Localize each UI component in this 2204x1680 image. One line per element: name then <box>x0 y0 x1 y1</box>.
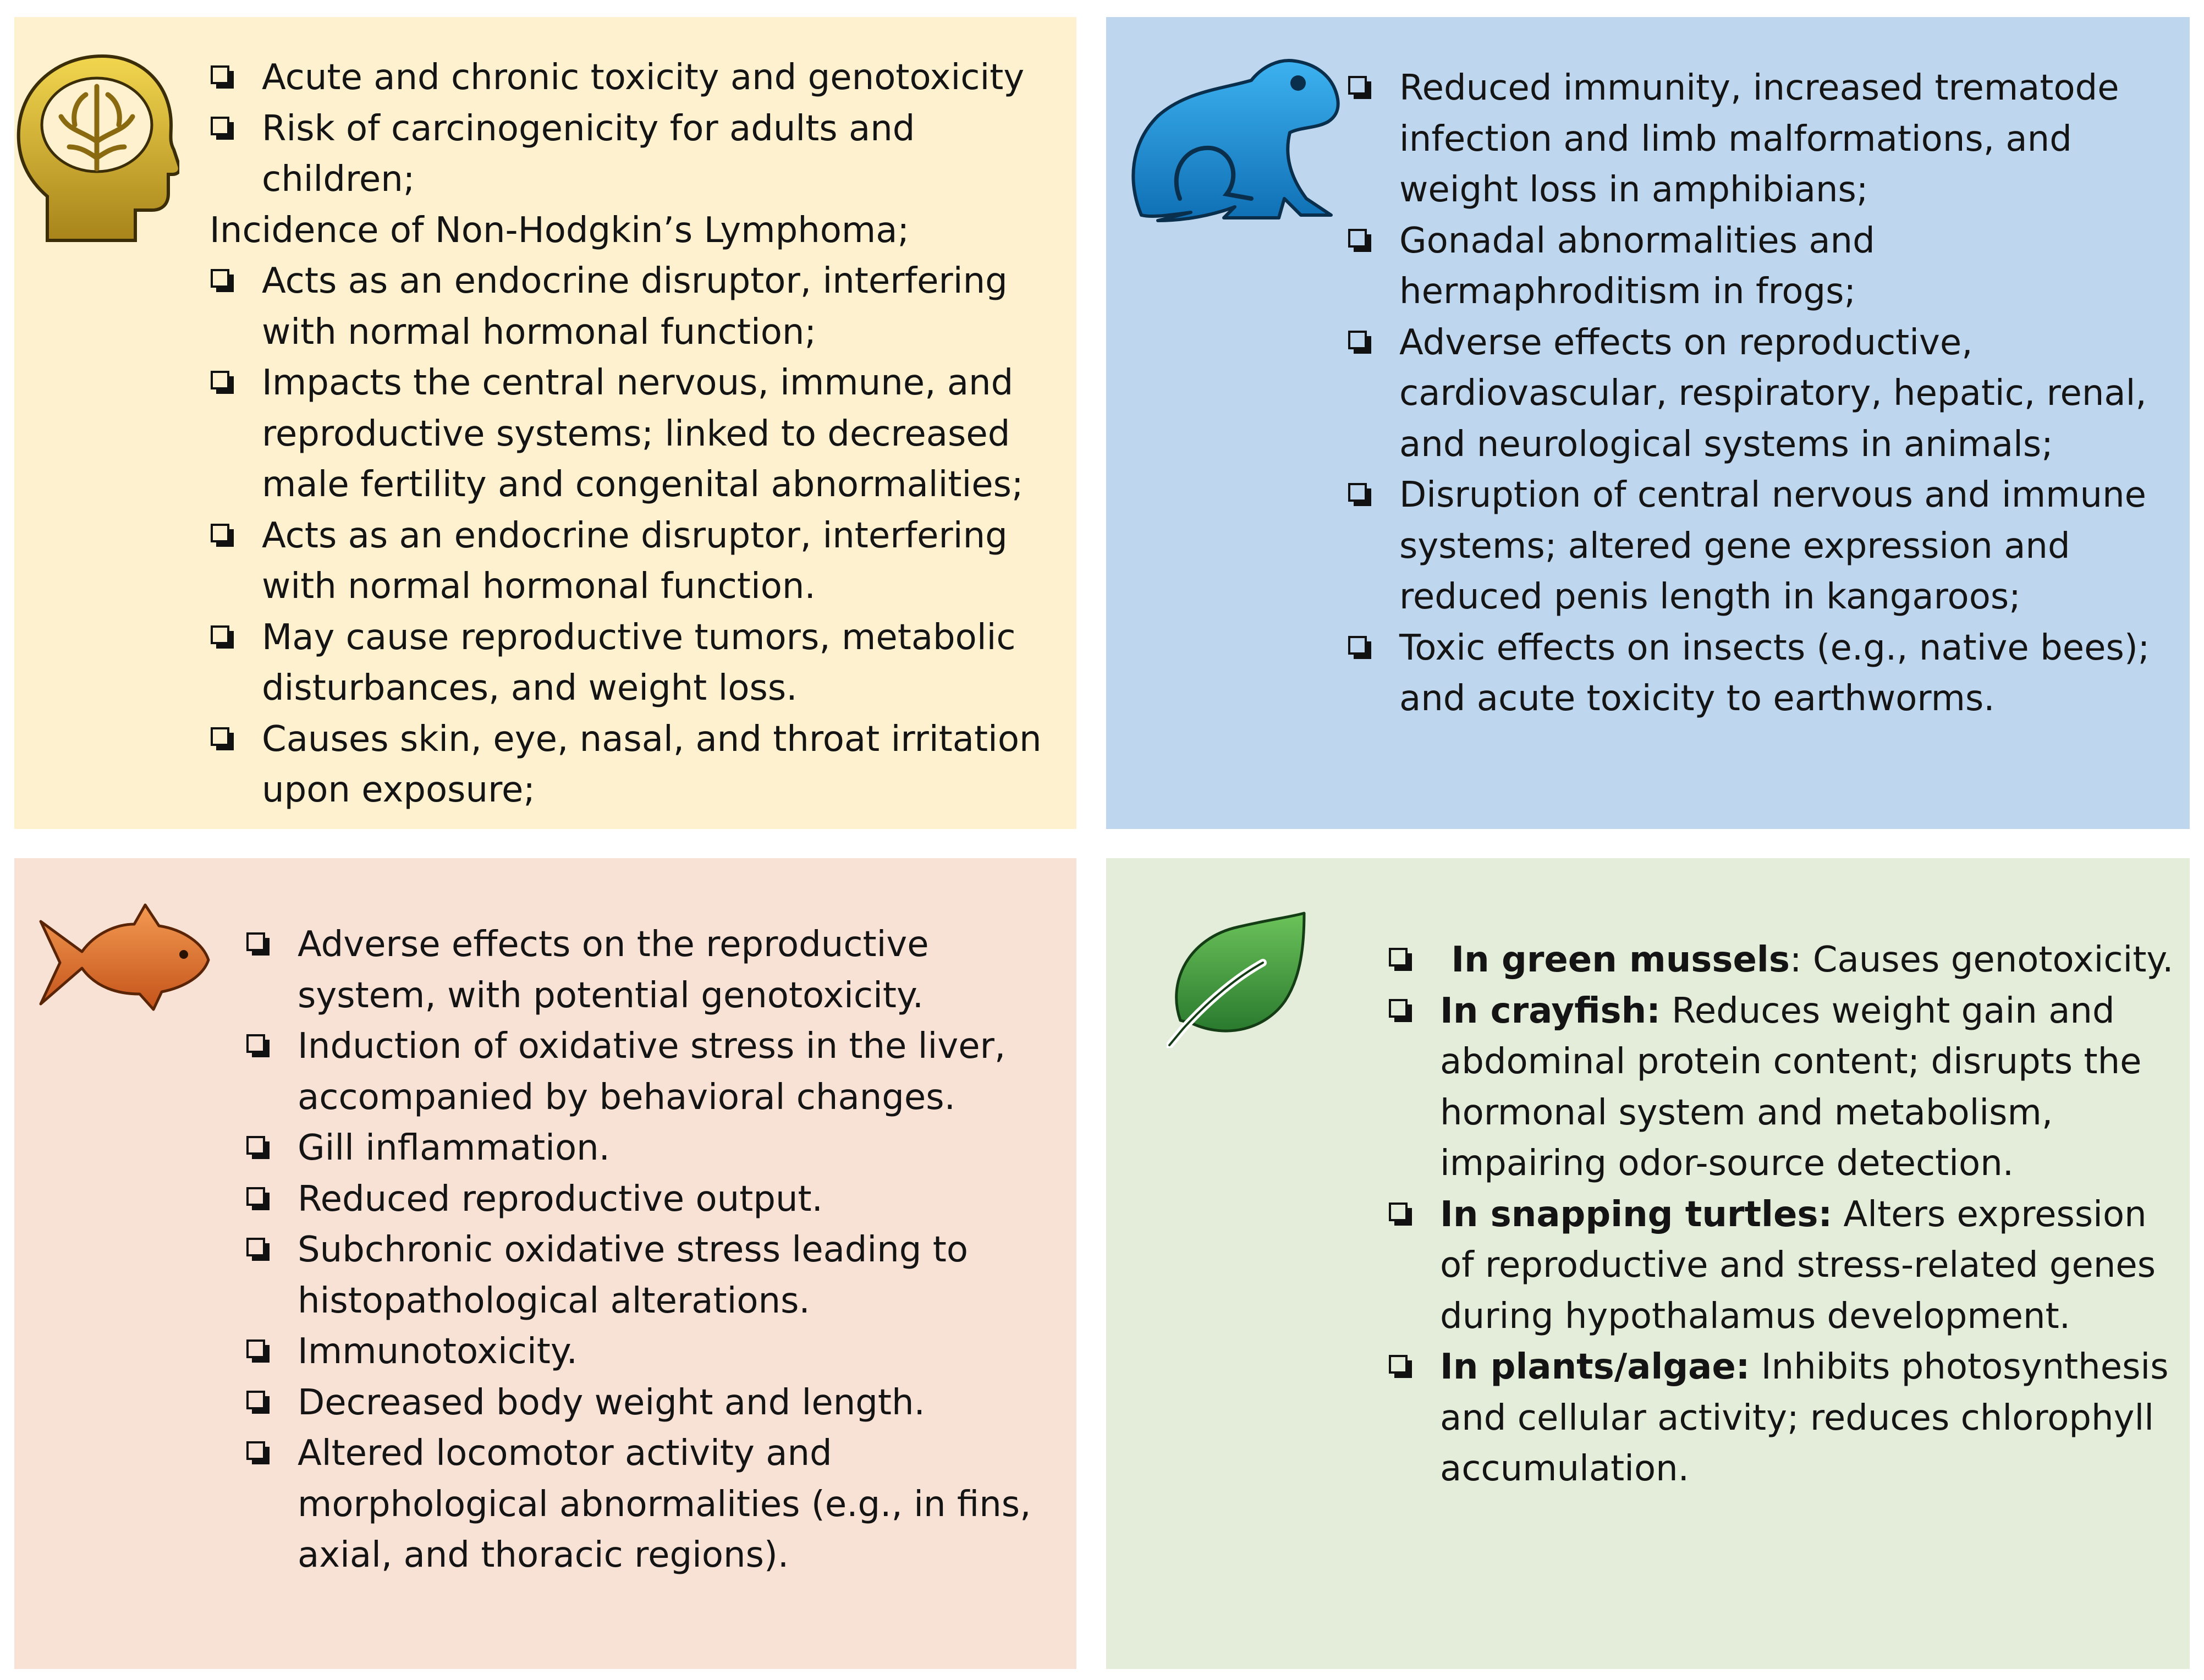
checkbox-bullet-icon <box>211 371 229 389</box>
checkbox-bullet-icon <box>246 932 265 951</box>
list-item: Subchronic oxidative stress leading to histopathological alterations. <box>245 1225 1070 1326</box>
list-item: Decreased body weight and length. <box>245 1377 1070 1429</box>
list-item: May cause reproductive tumors, metabolic disturbances, and weight loss. <box>210 612 1073 714</box>
frog-icon <box>1125 50 1345 232</box>
list-item: Impacts the central nervous, immune, and reproductive systems; linked to decreased male fertility and congenital abnormalities; <box>210 358 1073 510</box>
checkbox-bullet-icon <box>1389 999 1408 1018</box>
checkbox-bullet-icon <box>246 1187 265 1206</box>
checkbox-bullet-icon <box>211 727 229 746</box>
checkbox-bullet-icon <box>1389 948 1408 967</box>
plant-effects-list <box>1388 935 2185 1495</box>
fish-icon <box>35 899 211 1020</box>
list-item: Adverse effects on reproductive, cardiovascular, respiratory, hepatic, renal, and neurological systems in animals; <box>1347 317 2183 470</box>
checkbox-bullet-icon <box>211 625 229 644</box>
checkbox-bullet-icon <box>211 65 229 84</box>
list-item: In crayfish: Reduces weight gain and abdominal protein content; disrupts the hormonal system and metabolism, impairing odor-source detection. <box>1388 986 2185 1189</box>
checkbox-bullet-icon <box>246 1441 265 1460</box>
list-item: Risk of carcinogenicity for adults and children; <box>210 103 1073 205</box>
list-item: Reduced immunity, increased trematode infection and limb malformations, and weight loss in amphibians; <box>1347 63 2183 216</box>
human-effects-panel <box>14 17 1076 829</box>
list-item: Disruption of central nervous and immune systems; altered gene expression and reduced penis length in kangaroos; <box>1347 470 2183 623</box>
list-item: Induction of oxidative stress in the liver, accompanied by behavioral changes. <box>245 1021 1070 1123</box>
checkbox-bullet-icon <box>246 1034 265 1053</box>
list-item: Gill inflammation. <box>245 1123 1070 1174</box>
list-item: Acts as an endocrine disruptor, interfering with normal hormonal function. <box>210 510 1073 612</box>
plant-effects-panel <box>1106 858 2190 1669</box>
list-item: Altered locomotor activity and morphological abnormalities (e.g., in fins, axial, and thoracic regions). <box>245 1428 1070 1581</box>
list-item: Causes skin, eye, nasal, and throat irritation upon exposure; <box>210 714 1073 816</box>
list-item: Reduced reproductive output. <box>245 1174 1070 1225</box>
checkbox-bullet-icon <box>1348 636 1367 655</box>
amphibian-effects-list <box>1347 63 2183 724</box>
checkbox-bullet-icon <box>1389 1355 1408 1374</box>
checkbox-bullet-icon <box>1348 483 1367 502</box>
list-item: Incidence of Non-Hodgkin’s Lymphoma; <box>210 210 910 251</box>
checkbox-bullet-icon <box>1348 76 1367 95</box>
list-item: In green mussels: Causes genotoxicity. <box>1388 935 2185 986</box>
leaf-icon <box>1167 910 1310 1048</box>
list-item: In snapping turtles: Alters expression of reproductive and stress-related genes during hypothalamus development. <box>1388 1189 2185 1342</box>
list-item: Acute and chronic toxicity and genotoxicity <box>210 52 1073 103</box>
fish-effects-list <box>245 919 1070 1581</box>
checkbox-bullet-icon <box>246 1136 265 1155</box>
checkbox-bullet-icon <box>246 1238 265 1256</box>
amphibian-effects-panel <box>1106 17 2190 829</box>
list-item: Acts as an endocrine disruptor, interfering with normal hormonal function; <box>210 256 1073 358</box>
checkbox-bullet-icon <box>246 1391 265 1409</box>
checkbox-bullet-icon <box>1348 331 1367 349</box>
list-item: Adverse effects on the reproductive system, with potential genotoxicity. <box>245 919 1070 1021</box>
checkbox-bullet-icon <box>211 269 229 288</box>
checkbox-bullet-icon <box>1348 229 1367 248</box>
human-head-brain-icon <box>14 48 179 246</box>
checkbox-bullet-icon <box>246 1339 265 1358</box>
fish-effects-panel <box>14 858 1076 1669</box>
human-effects-list <box>210 52 1073 816</box>
checkbox-bullet-icon <box>211 524 229 542</box>
list-item: In plants/algae: Inhibits photosynthesis and cellular activity; reduces chlorophyll accumulation. <box>1388 1342 2185 1495</box>
list-item: Toxic effects on insects (e.g., native bees); and acute toxicity to earthworms. <box>1347 623 2183 724</box>
list-item: Immunotoxicity. <box>245 1326 1070 1377</box>
list-item: Gonadal abnormalities and hermaphroditism in frogs; <box>1347 216 2183 317</box>
checkbox-bullet-icon <box>211 117 229 135</box>
checkbox-bullet-icon <box>1389 1203 1408 1221</box>
